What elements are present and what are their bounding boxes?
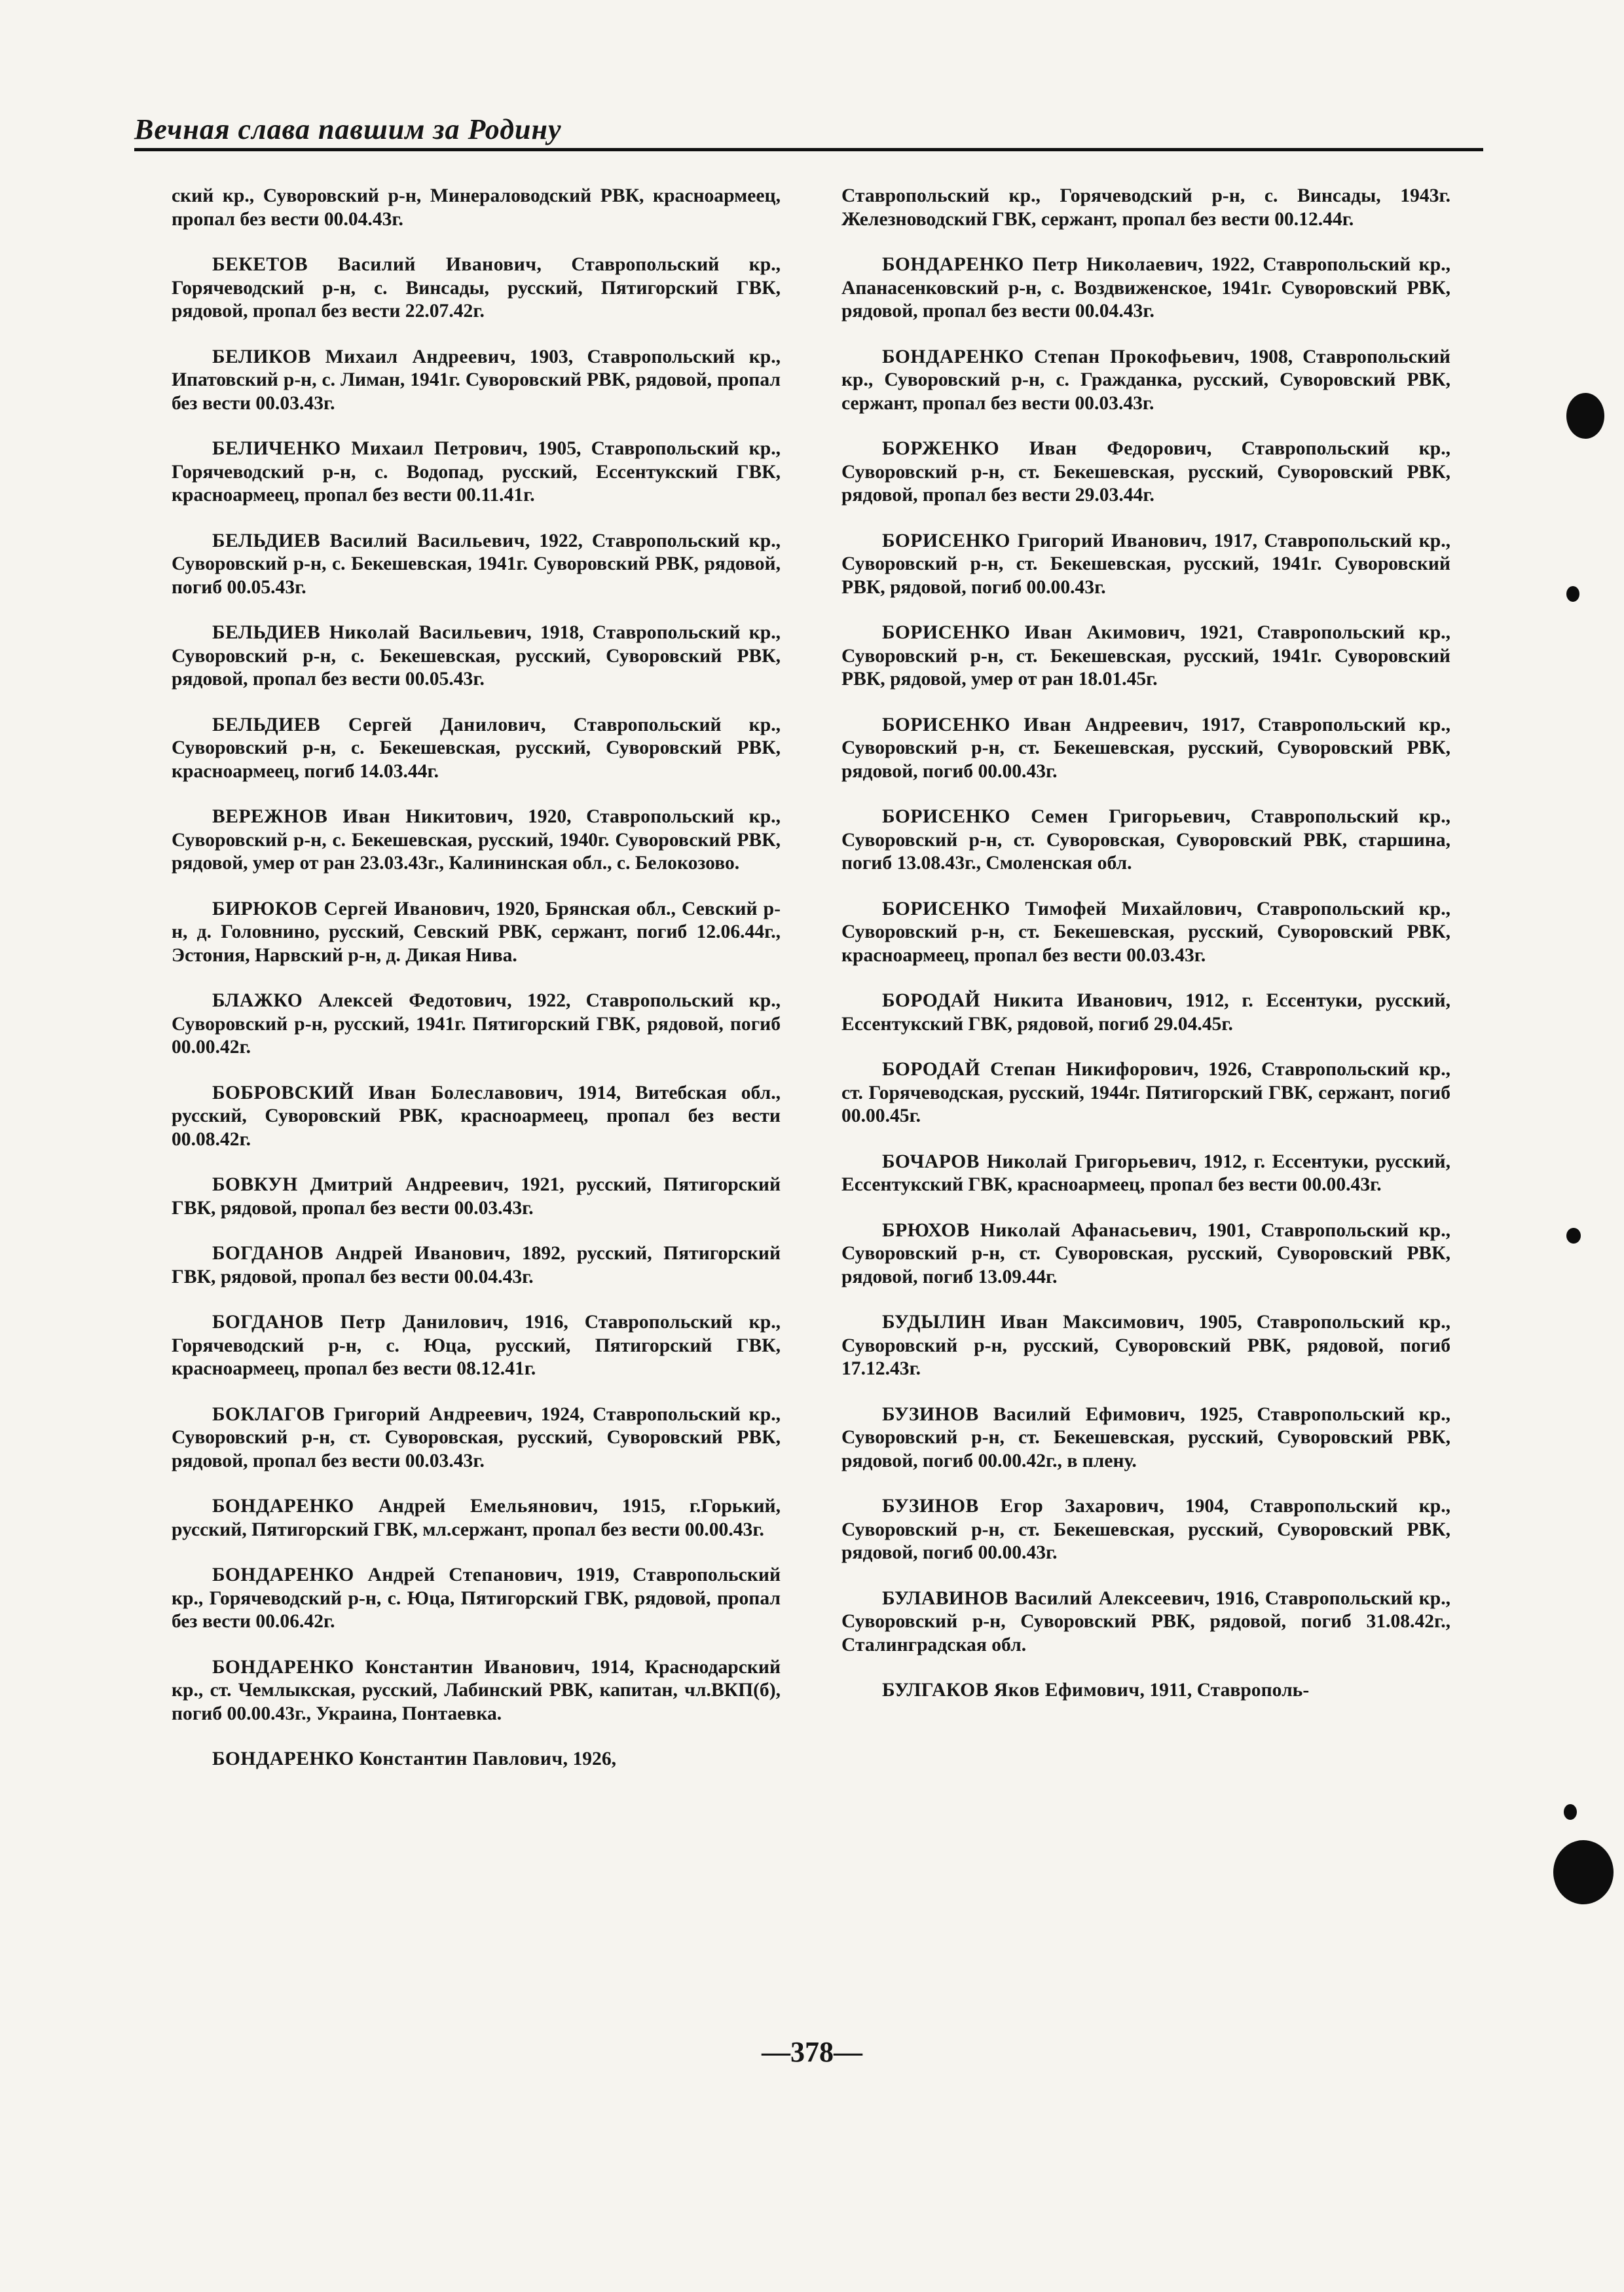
person-name: БОНДАРЕНКО Константин Павлович bbox=[212, 1748, 563, 1769]
list-item bbox=[172, 1403, 781, 1473]
person-name: БЕЛЬДИЕВ Сергей Данилович bbox=[212, 714, 542, 735]
entry-details: , 1920, Брянская обл., Севский р-н, д. Головнино, русский, Севский РВК, сержант, погиб 12.06.44г., Эстония, Нарвский р-н, д. Дикая Нива. bbox=[172, 898, 781, 966]
list-item bbox=[172, 1748, 781, 1771]
person-name: БУЗИНОВ Василий Ефимович bbox=[882, 1403, 1181, 1425]
person-name: БОНДАРЕНКО Степан Прокофьевич bbox=[882, 346, 1235, 367]
list-item bbox=[172, 898, 781, 968]
list-item bbox=[841, 1403, 1450, 1473]
entry-details: , 1916, Ставропольский кр., Горячеводский р-н, с. Юца, русский, Пятигорский ГВК, красноармеец, пропал без вести 08.12.41г. bbox=[172, 1312, 781, 1379]
page-header bbox=[134, 113, 1483, 151]
person-name: БЕЛЬДИЕВ Николай Васильевич bbox=[212, 622, 527, 643]
person-name: БУДЫЛИН Иван Максимович bbox=[882, 1312, 1179, 1333]
person-name: БЕЛИКОВ Михаил Андреевич bbox=[212, 346, 511, 367]
person-name: БЕЛЬДИЕВ Василий Васильевич bbox=[212, 530, 525, 551]
person-name: БОГДАНОВ Андрей Иванович bbox=[212, 1243, 506, 1264]
person-name: БОНДАРЕНКО Константин Иванович bbox=[212, 1656, 576, 1678]
list-item bbox=[841, 253, 1450, 323]
list-item bbox=[172, 1311, 781, 1381]
person-name: БОРИСЕНКО Тимофей Михайлович bbox=[882, 898, 1238, 919]
list-item bbox=[841, 530, 1450, 600]
entry-details: , 1920, Ставропольский кр., Суворовский р-н, с. Бекешевская, русский, 1940г. Суворовский РВК, рядовой, умер от ран 23.03.43г., Калининская обл., с. Белокозово. bbox=[172, 806, 781, 874]
entry-details: , 1922, Ставропольский кр., Суворовский р-н, русский, 1941г. Пятигорский ГВК, рядовой, погиб 00.00.42г. bbox=[172, 990, 781, 1058]
list-item bbox=[841, 989, 1450, 1036]
person-name: БУЗИНОВ Егор Захарович bbox=[882, 1496, 1160, 1517]
list-item bbox=[172, 621, 781, 692]
entry-details: ский кр., Суворовский р-н, Минераловодский РВК, красноармеец, пропал без вести 00.04.43г. bbox=[172, 185, 781, 230]
list-item bbox=[172, 989, 781, 1060]
person-name: БОВКУН Дмитрий Андреевич bbox=[212, 1174, 504, 1195]
left-column bbox=[172, 185, 781, 1794]
ink-blot bbox=[1564, 1804, 1577, 1820]
person-name: БОНДАРЕНКО Андрей Степанович bbox=[212, 1564, 558, 1585]
person-name: ВЕРЕЖНОВ Иван Никитович bbox=[212, 806, 508, 827]
person-name: БОГДАНОВ Петр Данилович bbox=[212, 1312, 504, 1333]
list-item bbox=[172, 437, 781, 508]
list-item bbox=[172, 346, 781, 416]
ink-blot bbox=[1566, 393, 1604, 439]
entry-details: , 1924, Ставропольский кр., Суворовский р-н, ст. Суворовская, русский, Суворовский РВК, рядовой, пропал без вести 00.03.43г. bbox=[172, 1403, 781, 1471]
list-item bbox=[172, 714, 781, 784]
person-name: БОРИСЕНКО Семен Григорьевич bbox=[882, 806, 1226, 827]
person-name: БИРЮКОВ Сергей Иванович bbox=[212, 898, 485, 919]
entry-details: , 1922, Ставропольский кр., Апанасенковский р-н, с. Воздвиженское, 1941г. Суворовский РВК, рядовой, пропал без вести 00.04.43г. bbox=[841, 254, 1450, 322]
entry-details: , 1926, Ставропольский кр., ст. Горячеводская, русский, 1944г. Пятигорский ГВК, сержант, погиб 00.00.45г. bbox=[841, 1059, 1450, 1126]
person-name: БОРИСЕНКО Григорий Иванович bbox=[882, 530, 1202, 551]
entry-details: , 1917, Ставропольский кр., Суворовский р-н, ст. Бекешевская, русский, Суворовский РВК, рядовой, погиб 00.00.43г. bbox=[841, 714, 1451, 782]
list-item bbox=[172, 185, 781, 231]
ink-blot bbox=[1566, 586, 1579, 602]
ink-blot bbox=[1566, 1228, 1581, 1244]
list-item bbox=[841, 1058, 1450, 1128]
entry-details: , 1921, Ставропольский кр., Суворовский р-н, ст. Бекешевская, русский, 1941г. Суворовский РВК, рядовой, умер от ран 18.01.45г. bbox=[841, 622, 1450, 690]
person-name: БОРИСЕНКО Иван Андреевич bbox=[882, 714, 1183, 735]
entry-details: , 1908, Ставропольский кр., Суворовский р-н, с. Гражданка, русский, Суворовский РВК, сержант, пропал без вести 00.03.43г. bbox=[841, 346, 1450, 414]
list-item bbox=[841, 621, 1450, 692]
list-item bbox=[841, 1679, 1450, 1703]
entry-details: , 1911, Ставрополь- bbox=[1139, 1680, 1310, 1701]
list-item bbox=[172, 1564, 781, 1634]
entry-details: , 1912, г. Ессентуки, русский, Ессентукский ГВК, красноармеец, пропал без вести 00.00.43г. bbox=[841, 1151, 1450, 1195]
person-name: БОРИСЕНКО Иван Акимович bbox=[882, 622, 1181, 643]
entry-details: , 1905, Ставропольский кр., Суворовский р-н, русский, Суворовский РВК, рядовой, погиб 17.12.43г. bbox=[841, 1312, 1451, 1379]
list-item bbox=[841, 1311, 1450, 1381]
person-name: БРЮХОВ Николай Афанасьевич bbox=[882, 1219, 1192, 1241]
person-name: БЛАЖКО Алексей Федотович bbox=[212, 990, 507, 1011]
list-item bbox=[841, 1587, 1450, 1657]
list-item bbox=[172, 1082, 781, 1152]
list-item bbox=[841, 346, 1450, 416]
person-name: БЕКЕТОВ Василий Иванович bbox=[212, 254, 537, 275]
person-name: БУЛАВИНОВ Василий Алексеевич bbox=[882, 1587, 1205, 1609]
list-item bbox=[841, 1495, 1450, 1565]
entry-details: , 1912, г. Ессентуки, русский, Ессентукский ГВК, рядовой, погиб 29.04.45г. bbox=[841, 990, 1450, 1035]
entry-details: , 1919, Ставропольский кр., Горячеводский р-н, с. Юца, Пятигорский ГВК, рядовой, пропал без вести 00.06.42г. bbox=[172, 1564, 781, 1632]
person-name: БОНДАРЕНКО Петр Николаевич bbox=[882, 254, 1198, 275]
person-name: БЕЛИЧЕНКО Михаил Петрович bbox=[212, 438, 523, 459]
entry-details: , 1917, Ставропольский кр., Суворовский р-н, ст. Бекешевская, русский, 1941г. Суворовский РВК, рядовой, погиб 00.00.43г. bbox=[841, 530, 1451, 598]
person-name: БОЧАРОВ Николай Григорьевич bbox=[882, 1151, 1192, 1172]
entry-details: , 1918, Ставропольский кр., Суворовский р-н, с. Бекешевская, русский, Суворовский РВК, рядовой, пропал без вести 00.05.43г. bbox=[172, 622, 781, 690]
person-name: БОБРОВСКИЙ Иван Болеславович bbox=[212, 1082, 559, 1103]
person-name: БОРОДАЙ Степан Никифорович bbox=[882, 1059, 1194, 1080]
entry-details: , Ставропольский кр., Суворовский р-н, с. Бекешевская, русский, Суворовский РВК, красноармеец, погиб 14.03.44г. bbox=[172, 714, 781, 782]
entry-details: , Ставропольский кр., Суворовский р-н, ст. Суворовская, Суворовский РВК, старшина, погиб 13.08.43г., Смоленская обл. bbox=[841, 806, 1450, 874]
ink-blot bbox=[1553, 1840, 1614, 1904]
person-name: БУЛГАКОВ Яков Ефимович bbox=[882, 1680, 1140, 1701]
right-column bbox=[841, 185, 1450, 1725]
entry-details: , 1904, Ставропольский кр., Суворовский р-н, ст. Бекешевская, русский, Суворовский РВК, рядовой, погиб 00.00.43г. bbox=[841, 1496, 1450, 1563]
list-item bbox=[172, 805, 781, 876]
entry-details: , 1905, Ставропольский кр., Горячеводский р-н, с. Водопад, русский, Ессентукский ГВК, красноармеец, пропал без вести 00.11.41г. bbox=[172, 438, 781, 506]
list-item bbox=[172, 253, 781, 323]
list-item bbox=[841, 1151, 1450, 1197]
entry-details: Ставропольский кр., Горячеводский р-н, с. Винсады, 1943г. Железноводский ГВК, сержант, пропал без вести 00.12.44г. bbox=[841, 185, 1450, 230]
person-name: БОРЖЕНКО Иван Федорович bbox=[882, 438, 1208, 459]
header-rule bbox=[134, 148, 1483, 151]
page-number: —378— bbox=[762, 2036, 862, 2068]
entry-details: , 1892, русский, Пятигорский ГВК, рядовой, пропал без вести 00.04.43г. bbox=[172, 1243, 781, 1287]
list-item bbox=[841, 714, 1450, 784]
entry-details: , 1916, Ставропольский кр., Суворовский р-н, Суворовский РВК, рядовой, погиб 31.08.42г., Сталинградская обл. bbox=[841, 1587, 1450, 1655]
entry-details: , 1914, Витебская обл., русский, Суворовский РВК, красноармеец, пропал без вести 00.08.42г. bbox=[172, 1082, 781, 1150]
list-item bbox=[841, 805, 1450, 876]
entry-details: , 1903, Ставропольский кр., Ипатовский р-н, с. Лиман, 1941г. Суворовский РВК, рядовой, пропал без вести 00.03.43г. bbox=[172, 346, 781, 414]
list-item bbox=[172, 530, 781, 600]
entry-details: , 1914, Краснодарский кр., ст. Чемлыкская, русский, Лабинский РВК, капитан, чл.ВКП(б), погиб 00.00.43г., Украина, Понтаевка. bbox=[172, 1656, 781, 1724]
list-item bbox=[172, 1242, 781, 1289]
entry-details: , Ставропольский кр., Суворовский р-н, ст. Бекешевская, русский, Суворовский РВК, красноармеец, пропал без вести 00.03.43г. bbox=[841, 898, 1450, 966]
entry-details: , 1921, русский, Пятигорский ГВК, рядовой, пропал без вести 00.03.43г. bbox=[172, 1174, 781, 1219]
list-item bbox=[172, 1174, 781, 1220]
entry-details: , Ставропольский кр., Суворовский р-н, ст. Бекешевская, русский, Суворовский РВК, рядовой, пропал без вести 29.03.44г. bbox=[841, 438, 1451, 506]
entry-details: , 1915, г.Горький, русский, Пятигорский ГВК, мл.сержант, пропал без вести 00.00.43г. bbox=[172, 1496, 781, 1540]
entry-details: , 1922, Ставропольский кр., Суворовский р-н, с. Бекешевская, 1941г. Суворовский РВК, рядовой, погиб 00.05.43г. bbox=[172, 530, 781, 598]
person-name: БОКЛАГОВ Григорий Андреевич bbox=[212, 1403, 528, 1425]
list-item bbox=[841, 1219, 1450, 1289]
running-title: Вечная слава павшим за Родину bbox=[134, 113, 562, 145]
entry-details: , Ставропольский кр., Горячеводский р-н, с. Винсады, русский, Пятигорский ГВК, рядовой, пропал без вести 22.07.42г. bbox=[172, 254, 781, 322]
person-name: БОНДАРЕНКО Андрей Емельянович bbox=[212, 1496, 593, 1517]
list-item bbox=[172, 1495, 781, 1542]
list-item bbox=[841, 898, 1450, 968]
person-name: БОРОДАЙ Никита Иванович bbox=[882, 990, 1168, 1011]
list-item bbox=[841, 185, 1450, 231]
list-item bbox=[172, 1656, 781, 1726]
entry-details: , 1901, Ставропольский кр., Суворовский р-н, ст. Суворовская, русский, Суворовский РВК, рядовой, погиб 13.09.44г. bbox=[841, 1219, 1450, 1287]
list-item bbox=[841, 437, 1450, 508]
entry-details: , 1925, Ставропольский кр., Суворовский р-н, ст. Бекешевская, русский, Суворовский РВК, рядовой, погиб 00.00.42г., в плену. bbox=[841, 1403, 1450, 1471]
entry-details: , 1926, bbox=[563, 1748, 617, 1769]
